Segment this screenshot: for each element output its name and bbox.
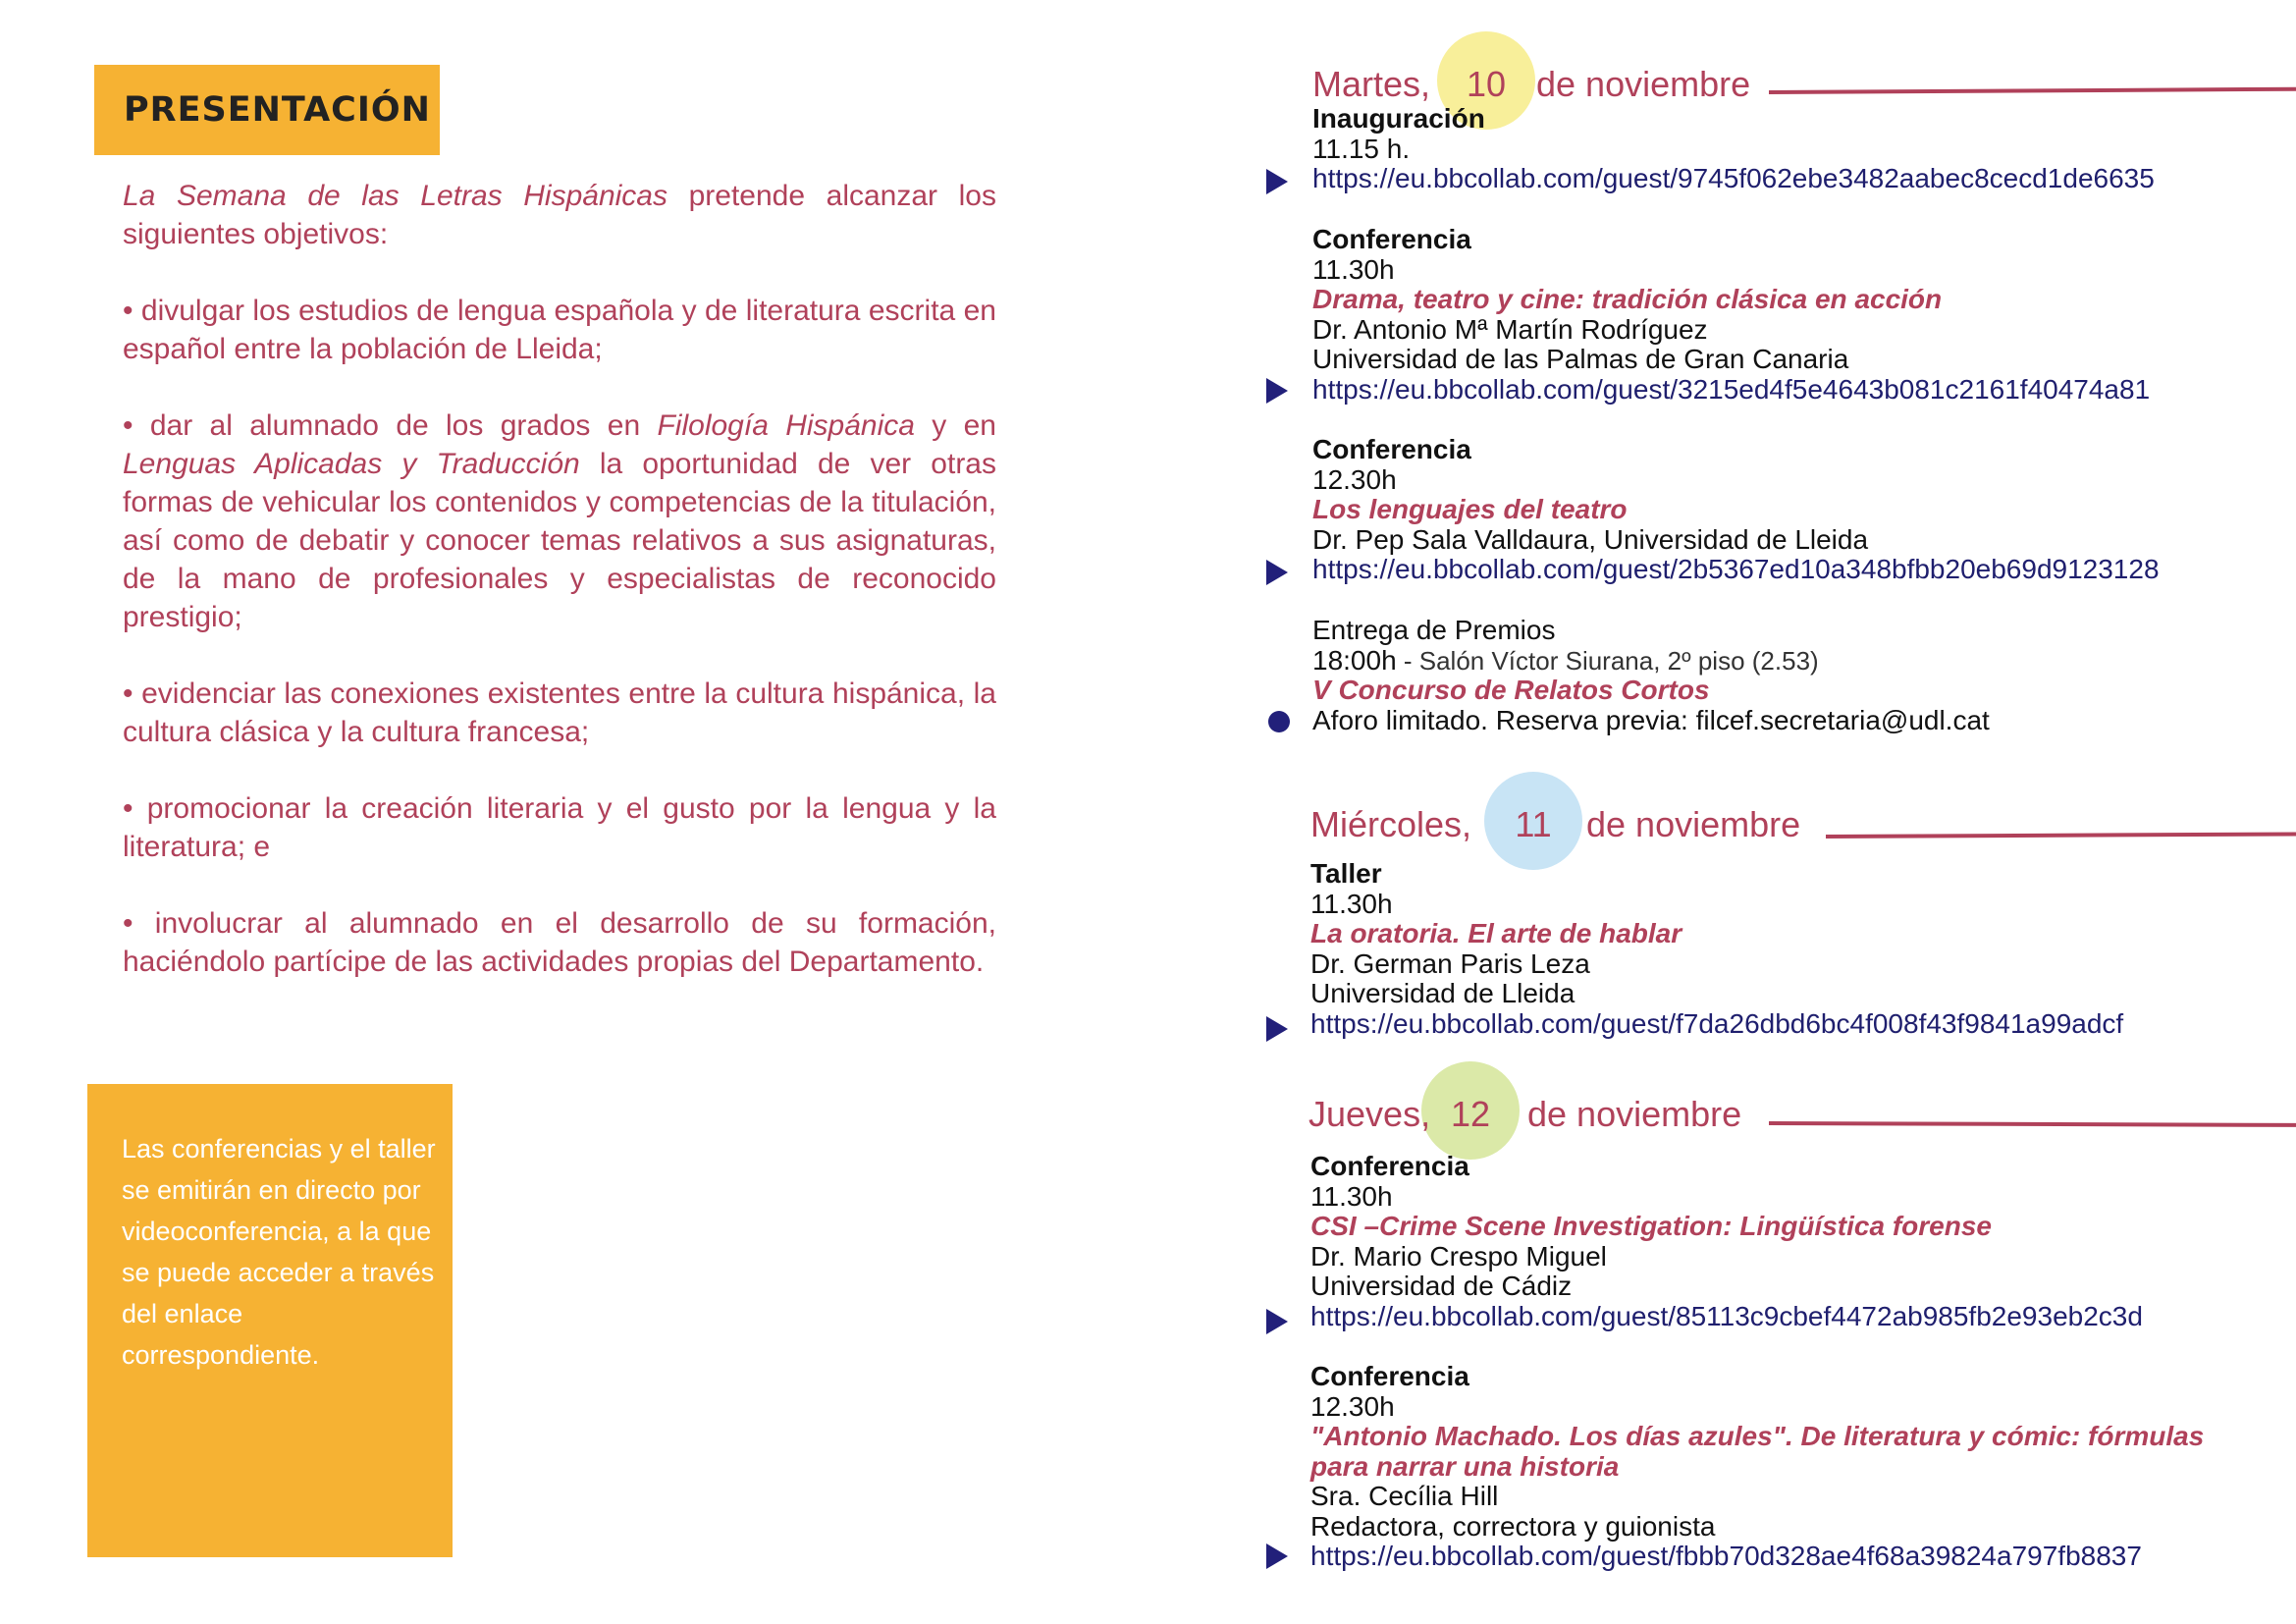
event-link[interactable]: https://eu.bbcollab.com/guest/f7da26dbd6bc4f008f43f9841a99adcf <box>1310 1007 2124 1039</box>
intro-text: pretende alcanzar los siguientes objetivos: <box>123 180 996 250</box>
play-triangle-icon <box>1266 560 1288 585</box>
event-time: 11.30h <box>1310 888 1393 919</box>
event-place: - Salón Víctor Siurana, 2º piso (2.53) <box>1396 645 1819 676</box>
degree-name: Filología Hispánica <box>657 409 915 442</box>
event-title: CSI –Crime Scene Investigation: Lingüística forense <box>1310 1211 1992 1241</box>
day-weekday: Jueves, <box>1308 1094 1431 1134</box>
event-kind: Inauguración <box>1312 103 1485 134</box>
event-time: 11.30h <box>1310 1180 1393 1212</box>
event-inauguracion <box>1312 104 2155 194</box>
event-link[interactable]: https://eu.bbcollab.com/guest/3215ed4f5e4643b081c2161f40474a81 <box>1312 373 2151 405</box>
event-title: Los lenguajes del teatro <box>1312 494 1628 524</box>
objective-item: • promocionar la creación literaria y el gusto por la lengua y la literatura; e <box>123 792 996 863</box>
objective-text: y en <box>914 409 996 442</box>
event-link[interactable]: https://eu.bbcollab.com/guest/85113c9cbef4472ab985fb2e93eb2c3d <box>1310 1300 2143 1331</box>
play-triangle-icon <box>1266 1543 1288 1569</box>
event-kind: Conferencia <box>1310 1151 1469 1181</box>
play-triangle-icon <box>1266 1016 1288 1042</box>
day-number: 10 <box>1466 64 1507 104</box>
day-month: de noviembre <box>1527 1094 1742 1134</box>
event-speaker: Dr. Pep Sala Valldaura, Universidad de Lleida <box>1312 523 1869 555</box>
day-number: 11 <box>1515 804 1552 844</box>
play-triangle-icon <box>1266 169 1288 194</box>
event-conferencia-machado <box>1310 1362 2204 1572</box>
day-weekday: Martes, <box>1312 64 1431 104</box>
event-speaker: Sra. Cecília Hill <box>1310 1481 1499 1511</box>
event-title: V Concurso de Relatos Cortos <box>1312 675 1710 705</box>
event-affiliation: Redactora, correctora y guionista <box>1310 1510 1716 1542</box>
event-kind: Conferencia <box>1310 1361 1469 1391</box>
event-info: Aforo limitado. Reserva previa: filcef.secretaria@udl.cat <box>1312 704 1990 735</box>
objective-item <box>123 406 996 636</box>
streaming-note: Las conferencias y el taller se emitirán en directo por videoconferencia, a la que se puede acceder a través del enlace correspondiente. <box>122 1134 436 1370</box>
event-kind: Conferencia <box>1312 434 1471 464</box>
objective-text: • dar al alumnado de los grados en <box>123 409 658 442</box>
day-divider-line <box>1769 1121 2296 1127</box>
event-speaker: Dr. Antonio Mª Martín Rodríguez <box>1312 313 1708 345</box>
event-time: 12.30h <box>1312 463 1397 495</box>
event-conferencia-1130 <box>1312 225 2150 405</box>
event-link[interactable]: https://eu.bbcollab.com/guest/fbbb70d328ae4f68a39824a797fb8837 <box>1310 1541 2142 1571</box>
event-time: 18:00h <box>1312 644 1397 676</box>
event-link[interactable]: https://eu.bbcollab.com/guest/9745f062ebe3482aabec8cecd1de6635 <box>1312 163 2155 193</box>
event-title-cont: para narrar una historia <box>1310 1450 1620 1482</box>
event-name: La Semana de las Letras Hispánicas <box>123 180 667 212</box>
objective-text: la oportunidad de ver otras formas de vehicular los contenidos y competencias de la titulación, así como de debatir y conocer temas relativos a sus asignaturas, de la mano de profesionales y especialistas de reconocido prestigio; <box>123 448 996 633</box>
event-time: 11.30h <box>1312 253 1395 285</box>
event-link[interactable]: https://eu.bbcollab.com/guest/2b5367ed10a348bfbb20eb69d9123128 <box>1312 554 2160 584</box>
degree-name: Lenguas Aplicadas y Traducción <box>123 448 580 480</box>
event-conferencia-csi <box>1310 1152 2143 1331</box>
day-divider-line <box>1769 87 2296 94</box>
event-affiliation: Universidad de Lleida <box>1310 978 1575 1008</box>
day-divider-line <box>1826 832 2296 839</box>
bullet-dot-icon <box>1268 711 1290 732</box>
presentation-text <box>123 177 996 981</box>
day-weekday: Miércoles, <box>1310 804 1472 844</box>
day-month: de noviembre <box>1536 64 1751 104</box>
event-kind: Taller <box>1310 858 1382 889</box>
event-title: La oratoria. El arte de hablar <box>1310 918 1682 948</box>
event-conferencia-1230 <box>1312 435 2160 585</box>
presentation-heading-box <box>94 65 440 155</box>
event-speaker: Dr. Mario Crespo Miguel <box>1310 1240 1607 1272</box>
play-triangle-icon <box>1266 1309 1288 1334</box>
day-number: 12 <box>1450 1094 1491 1134</box>
event-time: 11.15 h. <box>1312 133 1411 164</box>
objective-item: • divulgar los estudios de lengua española y de literatura escrita en español entre la población de Lleida; <box>123 295 996 365</box>
objective-item: • evidenciar las conexiones existentes entre la cultura hispánica, la cultura clásica y la cultura francesa; <box>123 677 996 748</box>
event-speaker: Dr. German Paris Leza <box>1310 947 1590 979</box>
intro-paragraph <box>123 177 996 253</box>
event-title: "Antonio Machado. Los días azules". De literatura y cómic: fórmulas <box>1310 1421 2205 1451</box>
event-time: 12.30h <box>1310 1390 1395 1422</box>
event-affiliation: Universidad de las Palmas de Gran Canaria <box>1312 344 1849 374</box>
event-title: Drama, teatro y cine: tradición clásica en acción <box>1312 284 1943 314</box>
event-affiliation: Universidad de Cádiz <box>1310 1271 1573 1301</box>
objective-item: • involucrar al alumnado en el desarrollo de su formación, haciéndolo partícipe de las actividades propias del Departamento. <box>123 907 996 978</box>
event-entrega-premios <box>1312 616 1990 735</box>
presentation-heading: PRESENTACIÓN <box>124 90 431 130</box>
day-month: de noviembre <box>1586 804 1801 844</box>
play-triangle-icon <box>1266 378 1288 404</box>
event-taller <box>1310 859 2123 1039</box>
streaming-note-box <box>87 1084 453 1557</box>
event-kind: Entrega de Premios <box>1312 615 1556 645</box>
event-kind: Conferencia <box>1312 224 1471 254</box>
